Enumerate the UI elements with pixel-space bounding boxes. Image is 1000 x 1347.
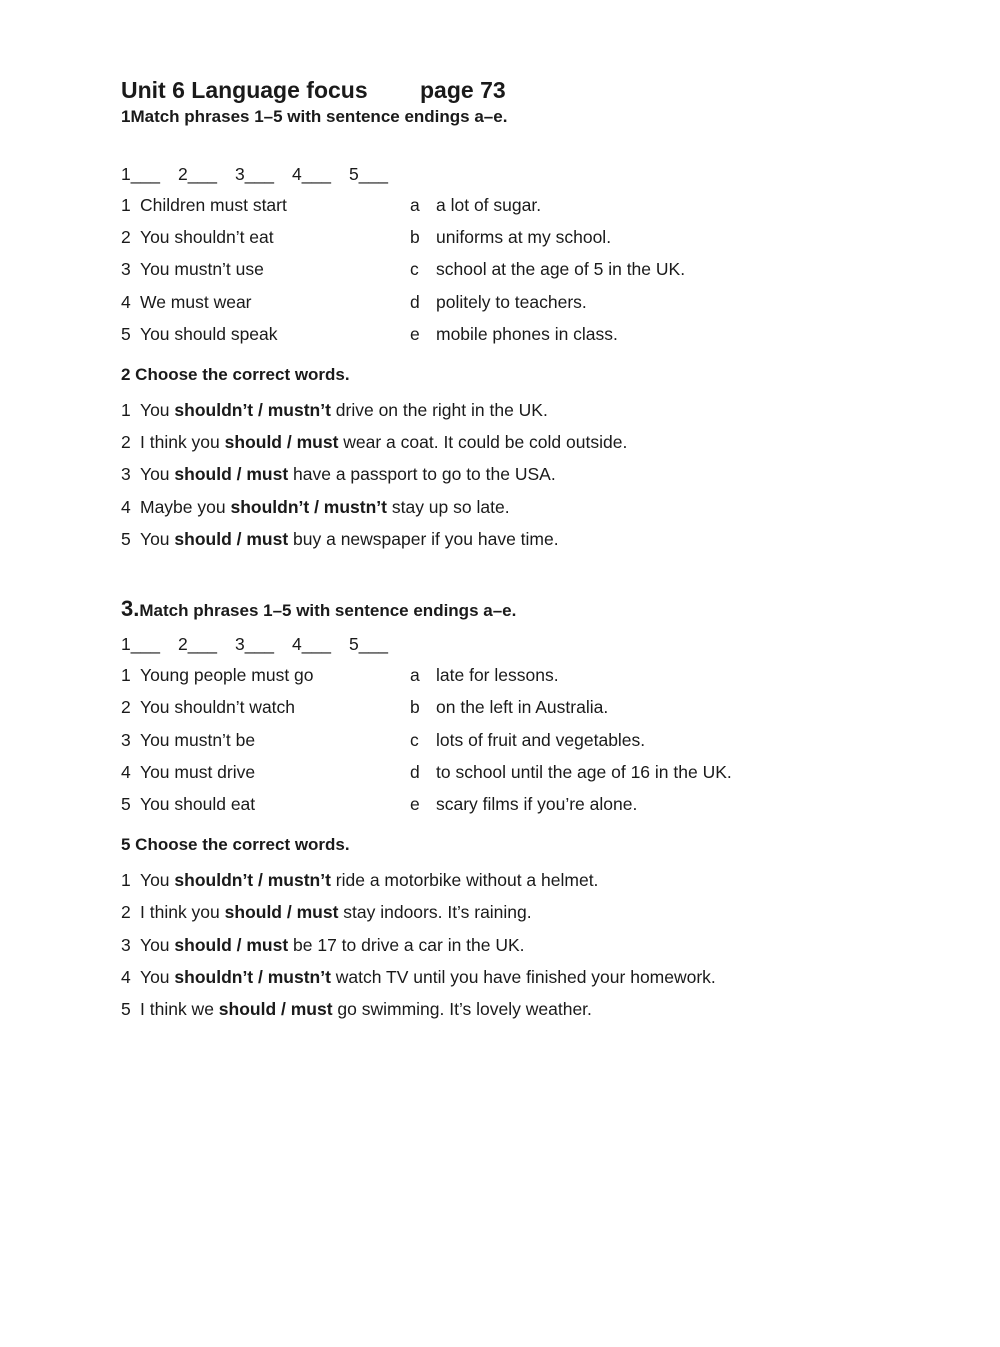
phrase-item: 3 You mustn’t use [121,259,264,279]
ending-item: b uniforms at my school. [410,227,612,247]
exercise-3-answer-blanks[interactable] [121,634,406,655]
choice-sentence: 2 I think you should / must wear a coat. It could be cold outside. [121,432,628,452]
phrase-item: 4 We must wear [121,292,252,312]
ending-item: d to school until the age of 16 in the UK. [410,762,732,782]
ending-item: a a lot of sugar. [410,195,542,215]
word-choice[interactable]: should / must [224,432,339,452]
choice-sentence: 3 You should / must have a passport to go to the USA. [121,464,556,484]
phrase-item: 4 You must drive [121,762,256,782]
word-choice[interactable]: shouldn’t / mustn’t [174,967,331,987]
exercise-3-instruction: 3.Match phrases 1–5 with sentence endings a–e. [121,596,517,621]
choice-sentence: 5 You should / must buy a newspaper if you have time. [121,529,559,549]
choice-sentence: 1 You shouldn’t / mustn’t drive on the right in the UK. [121,400,548,420]
word-choice[interactable]: shouldn’t / mustn’t [174,400,331,420]
choice-sentence: 4 You shouldn’t / mustn’t watch TV until you have finished your homework. [121,967,716,987]
answer-blank[interactable]: 2___ [178,634,217,654]
choice-sentence: 2 I think you should / must stay indoors. It’s raining. [121,902,532,922]
page-number: page 73 [420,77,506,103]
choice-sentence: 3 You should / must be 17 to drive a car in the UK. [121,935,525,955]
answer-blank[interactable]: 3___ [235,164,274,184]
answer-blank[interactable]: 4___ [292,634,331,654]
phrase-item: 1 Young people must go [121,665,314,685]
word-choice[interactable]: should / must [174,464,289,484]
ending-item: a late for lessons. [410,665,559,685]
page-title: Unit 6 Language focus [121,77,368,103]
phrase-item: 2 You shouldn’t watch [121,697,296,717]
choice-sentence: 4 Maybe you shouldn’t / mustn’t stay up so late. [121,497,510,517]
exercise-1-instruction: 1Match phrases 1–5 with sentence endings a–e. [121,107,508,126]
ending-item: c lots of fruit and vegetables. [410,730,646,750]
word-choice[interactable]: shouldn’t / mustn’t [174,870,331,890]
answer-blank[interactable]: 1___ [121,634,160,654]
exercise-2-instruction: 2 Choose the correct words. [121,365,350,384]
choice-sentence: 1 You shouldn’t / mustn’t ride a motorbike without a helmet. [121,870,599,890]
word-choice[interactable]: should / must [218,999,333,1019]
ending-item: e scary films if you’re alone. [410,794,638,814]
answer-blank[interactable]: 5___ [349,164,388,184]
phrase-item: 1 Children must start [121,195,287,215]
ending-item: e mobile phones in class. [410,324,618,344]
word-choice[interactable]: shouldn’t / mustn’t [230,497,387,517]
answer-blank[interactable]: 2___ [178,164,217,184]
word-choice[interactable]: should / must [174,529,289,549]
word-choice[interactable]: should / must [224,902,339,922]
answer-blank[interactable]: 4___ [292,164,331,184]
answer-blank[interactable]: 3___ [235,634,274,654]
ending-item: d politely to teachers. [410,292,587,312]
choice-sentence: 5 I think we should / must go swimming. It’s lovely weather. [121,999,592,1019]
phrase-item: 2 You shouldn’t eat [121,227,274,247]
ending-item: b on the left in Australia. [410,697,609,717]
exercise-5-instruction: 5 Choose the correct words. [121,835,350,854]
phrase-item: 5 You should speak [121,324,278,344]
answer-blank[interactable]: 1___ [121,164,160,184]
answer-blank[interactable]: 5___ [349,634,388,654]
phrase-item: 3 You mustn’t be [121,730,256,750]
word-choice[interactable]: should / must [174,935,289,955]
ending-item: c school at the age of 5 in the UK. [410,259,686,279]
exercise-1-answer-blanks[interactable] [121,164,406,185]
phrase-item: 5 You should eat [121,794,256,814]
